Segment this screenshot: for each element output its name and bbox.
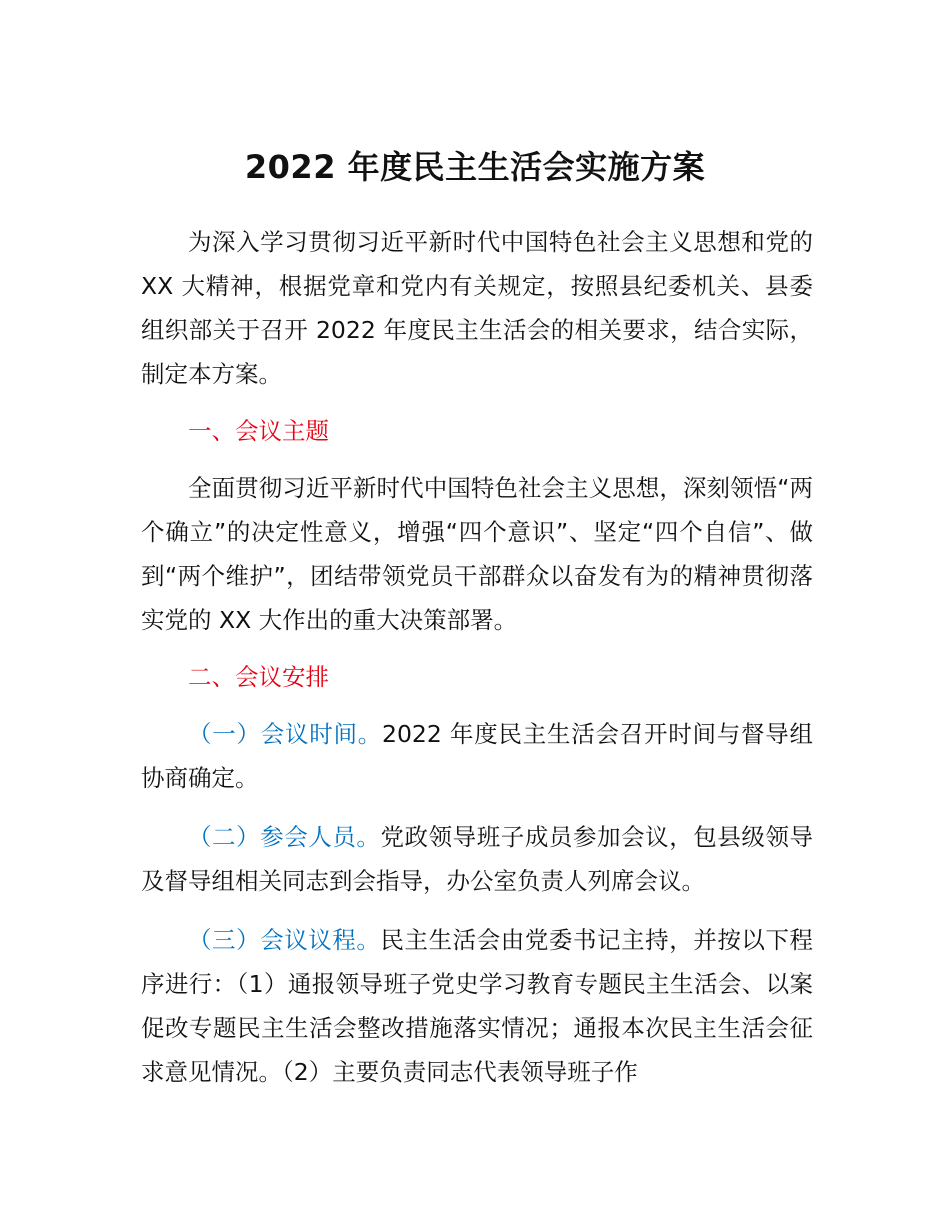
section-heading-arrangement: 二、会议安排 [188,663,329,691]
document-title: 2022 年度民主生活会实施方案 [244,148,706,186]
item-attendees [141,815,813,903]
item-agenda [141,918,813,1094]
item-text: 2022 年度民主生活会召开时间与督导组协商确定。 [141,720,814,792]
item-label: （二）参会人员。 [188,823,381,851]
item-text: 党政领导班子成员参加会议，包县级领导及督导组相关同志到会指导，办公室负责人列席会议。 [141,823,814,895]
item-label: （三）会议议程。 [188,926,381,954]
item-meeting-time [141,712,813,800]
intro-paragraph: 为深入学习贯彻习近平新时代中国特色社会主义思想和党的 XX 大精神，根据党章和党内有关规定，按照县纪委机关、县委组织部关于召开 2022 年度民主生活会的相关要求，结合实际，制定本方案。 [141,228,813,388]
document-body [141,220,813,1094]
item-text: 民主生活会由党委书记主持，并按以下程序进行：（1）通报领导班子党史学习教育专题民主生活会、以案促改专题民主生活会整改措施落实情况；通报本次民主生活会征求意见情况。（2）主要负责同志代表领导班子作 [141,926,814,1086]
section-heading-theme: 一、会议主题 [188,417,329,445]
theme-paragraph: 全面贯彻习近平新时代中国特色社会主义思想，深刻领悟“两个确立”的决定性意义，增强“四个意识”、坚定“四个自信”、做到“两个维护”，团结带领党员干部群众以奋发有为的精神贯彻落实党的 XX 大作出的重大决策部署。 [141,474,813,634]
item-label: （一）会议时间。 [188,720,382,748]
